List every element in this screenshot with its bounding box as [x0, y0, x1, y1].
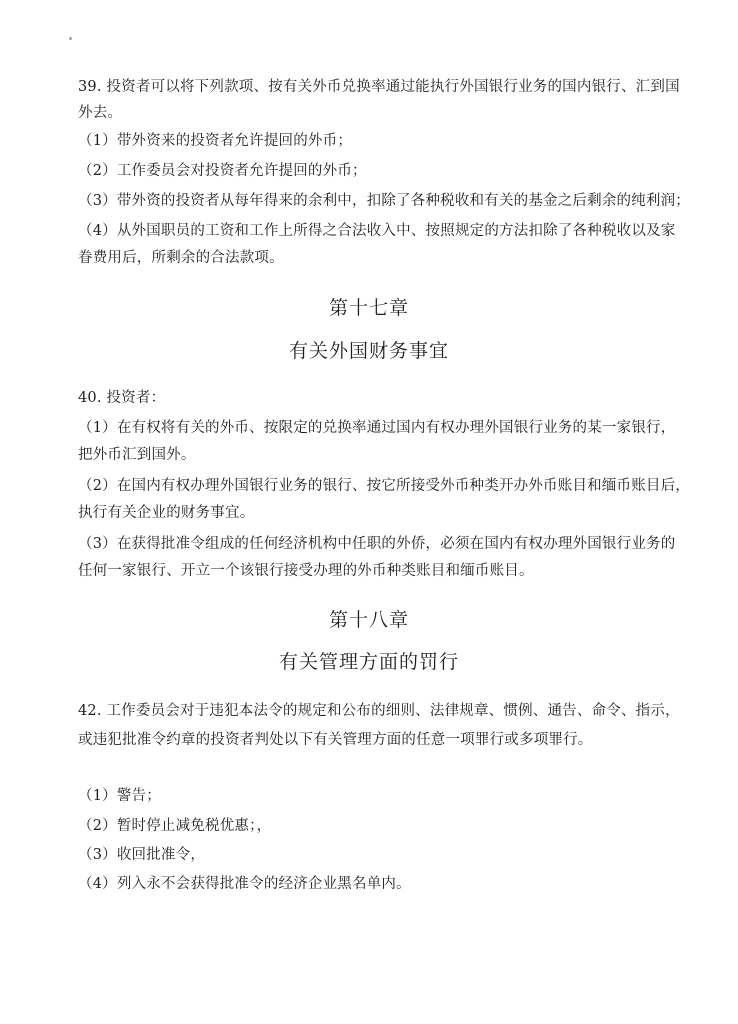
article-42-item-1: （1）警告； — [78, 788, 161, 804]
article-39-item-4-line-1: （4）从外国职员的工资和工作上所得之合法收入中、按照规定的方法扣除了各种税收以及家 — [78, 223, 676, 239]
article-40-item-2-line-2: 执行有关企业的财务事宜。 — [78, 505, 255, 521]
chapter-18-title: 有关管理方面的罚行 — [278, 651, 459, 673]
article-39-item-4-line-2: 眷费用后，所剩余的合法款项。 — [78, 250, 284, 266]
article-39-item-2: （2）工作委员会对投资者允许提回的外币； — [78, 163, 367, 179]
chapter-17-title: 有关外国财务事宜 — [288, 340, 449, 362]
article-40-item-3-line-2: 任何一家银行、开立一个该银行接受办理的外币种类账目和缅币账目。 — [78, 563, 534, 579]
article-39-item-1: （1）带外资来的投资者允许提回的外币； — [78, 133, 353, 149]
article-42-line-1: 42. 工作委员会对于违犯本法令的规定和公布的细则、法律规章、惯例、通告、命令、指示， — [78, 703, 680, 719]
article-42-line-2: 或违犯批准令约章的投资者判处以下有关管理方面的任意一项罪行或多项罪行。 — [78, 732, 593, 748]
article-40-item-1-line-2: 把外币汇到国外。 — [78, 447, 196, 463]
article-39-line-1: 39. 投资者可以将下列款项、按有关外币兑换率通过能执行外国银行业务的国内银行、汇到国 — [78, 79, 680, 95]
article-39-line-2: 外去。 — [78, 105, 123, 121]
article-42-item-2: （2）暂时停止减免税优惠；， — [78, 818, 272, 834]
chapter-18-number: 第十八章 — [328, 609, 409, 631]
article-42-item-3: （3）收回批准令， — [78, 847, 206, 863]
article-39-item-3: （3）带外资的投资者从每年得来的余利中，扣除了各种税收和有关的基金之后剩余的纯利润； — [78, 193, 691, 209]
chapter-17-number: 第十七章 — [328, 297, 409, 319]
article-40-intro: 40. 投资者： — [78, 390, 166, 406]
article-40-item-1-line-1: （1）在有权将有关的外币、按限定的兑换率通过国内有权办理外国银行业务的某一家银行， — [78, 420, 676, 436]
article-40-item-3-line-1: （3）在获得批准令组成的任何经济机构中任职的外侨，必须在国内有权办理外国银行业务的 — [78, 536, 676, 552]
scan-speck — [69, 37, 72, 40]
article-42-item-4: （4）列入永不会获得批准令的经济企业黑名单内。 — [78, 876, 411, 892]
article-40-item-2-line-1: （2）在国内有权办理外国银行业务的银行、按它所接受外币种类开办外币账目和缅币账目后， — [78, 478, 691, 494]
